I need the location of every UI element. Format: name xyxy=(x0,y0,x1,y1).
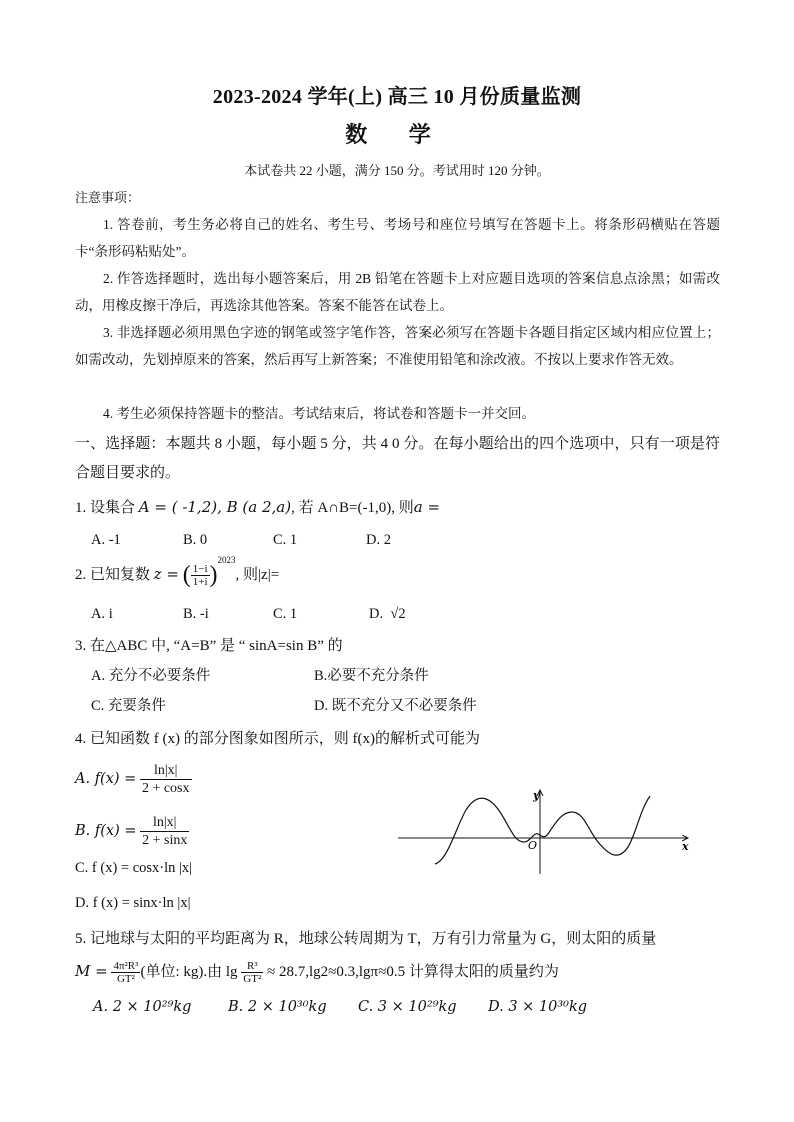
exam-subject: 数 学 xyxy=(345,122,449,147)
question-5-line-2: M = $\frac{\text{4π²R³}}{\text{GT²}}$ (单位: kg).由 lg $\frac{\text{R³}}{\text{GT²}}$ ≈ 28.7,lg2≈0.3,lgπ≈0.5 计算得太阳的质量约为 xyxy=(75,960,559,986)
q2-suffix: , 则|z|= xyxy=(235,566,280,583)
q1-option-c: C. 1 xyxy=(273,532,298,548)
q1-condition: , 若 A∩B=(-1,0), 则 xyxy=(291,500,414,516)
q2-option-d: D. √2 xyxy=(369,606,406,622)
q5-option-d: D. 3 × 10³⁰kg xyxy=(488,999,588,1015)
q5-lg-fraction: $\frac{\text{R³}}{\text{GT²}}$ xyxy=(243,960,262,986)
q1-set-a: A = ( -1,2) xyxy=(138,498,218,516)
exam-title: 2023-2024 学年(上) 高三 10 月份质量监测 xyxy=(212,86,582,108)
x-axis-label: x xyxy=(682,840,689,853)
q5-option-a: A. 2 × 10²⁹kg xyxy=(93,999,192,1015)
q4-option-a: A. f(x) = $\frac{\ln|x|}{2 + \cos x}$ xyxy=(75,763,190,796)
question-1 xyxy=(75,496,440,517)
question-2: 2. 已知复数 z = ( $\frac{1-i}{1+i}$ )$^{2023}$, 则|z|= xyxy=(75,554,280,588)
notice-title: 注意事项： xyxy=(75,190,141,205)
notice-item-4: 4. 考生必须保持答题卡的整洁。考试结束后，将试卷和答题卡一并交回。 xyxy=(103,406,535,421)
q1-set-b: , B (a 2,a) xyxy=(217,498,292,516)
origin-label: O xyxy=(528,839,538,852)
q3-option-d: D. 既不充分又不必要条件 xyxy=(314,698,477,714)
q3-option-a: A. 充分不必要条件 xyxy=(91,668,211,684)
q3-option-b: B.必要不充分条件 xyxy=(314,668,429,684)
q1-option-d: D. 2 xyxy=(366,532,391,548)
notice-item-3: 3. 非选择题必须用黑色字迹的钢笔或签字笔作答，答案必须写在答题卡各题目指定区域内相应位置上；如需改动，先划掉原来的答案，然后再写上新答案；不准使用铅笔和涂改液。不按以上要求作答无效。 xyxy=(75,325,720,367)
q1-ask: a = xyxy=(413,498,441,516)
q5-mass-formula: $\frac{\text{4π²R³}}{\text{GT²}}$ xyxy=(113,960,139,986)
sqrt2-value: √2 xyxy=(390,606,406,622)
section-1-heading: 一、选择题：本题共 8 小题，每小题 5 分，共 4 0 分。在每小题给出的四个选项中，只有一项是符合题目要求的。 xyxy=(75,436,720,481)
q2-option-a: A. i xyxy=(91,606,113,622)
q2-option-b: B. -i xyxy=(183,606,209,622)
exam-info: 本试卷共 22 小题，满分 150 分。考试用时 120 分钟。 xyxy=(244,163,550,178)
q2-option-c: C. 1 xyxy=(273,606,298,622)
q2-prefix: 2. 已知复数 xyxy=(75,566,151,583)
q4-option-c: C. f (x) = cosx·ln |x| xyxy=(75,860,193,876)
q5-option-c: C. 3 × 10²⁹kg xyxy=(358,999,457,1015)
curve xyxy=(435,796,650,864)
question-3: 3. 在△ABC 中, “A=B” 是 “ sinA=sin B” 的 xyxy=(75,638,343,654)
question-4: 4. 已知函数 f (x) 的部分图象如图所示，则 f(x)的解析式可能为 xyxy=(75,731,480,747)
q4-option-d: D. f (x) = sinx·ln |x| xyxy=(75,895,191,911)
q1-option-b: B. 0 xyxy=(183,532,208,548)
q1-prefix: 1. 设集合 xyxy=(75,500,136,516)
q2-fraction: $\frac{1-i}{1+i}$ xyxy=(192,563,208,588)
q2-exponent: 2023 xyxy=(217,554,236,565)
q3-option-c: C. 充要条件 xyxy=(91,698,166,714)
notice-item-2: 2. 作答选择题时，选出每小题答案后，用 2B 铅笔在答题卡上对应题目选项的答案信息点涂黑；如需改动，用橡皮擦干净后，再选涂其他答案。答案不能答在试卷上。 xyxy=(75,271,720,313)
q5-option-b: B. 2 × 10³⁰kg xyxy=(228,999,327,1015)
y-axis-label: y xyxy=(533,789,540,802)
q4-option-b: B. f(x) = $\frac{\ln|x|}{2 + \sin x}$ xyxy=(75,815,188,848)
q2-z-eq: z = xyxy=(153,564,180,583)
notice-item-1: 1. 答卷前，考生务必将自己的姓名、考生号、考场号和座位号填写在答题卡上。将条形码横贴在答题卡“条形码粘贴处”。 xyxy=(75,217,720,259)
question-5-line-1: 5. 记地球与太阳的平均距离为 R，地球公转周期为 T，万有引力常量为 G，则太阳的质量 xyxy=(75,931,657,947)
q1-option-a: A. -1 xyxy=(91,532,121,548)
function-graph xyxy=(390,782,695,882)
